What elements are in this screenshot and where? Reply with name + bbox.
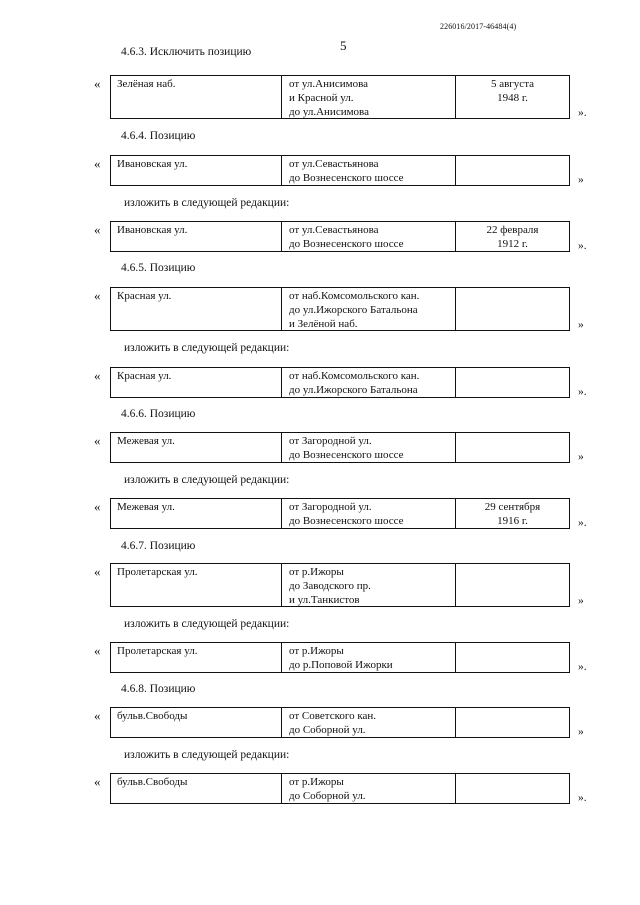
close-quote: ».	[578, 517, 587, 529]
route-line: до Вознесенского шоссе	[289, 172, 404, 184]
open-quote: «	[94, 288, 101, 303]
route-line: от наб.Комсомольского кан.	[289, 290, 420, 302]
table-block	[0, 287, 640, 331]
table-block	[0, 773, 640, 804]
date-cell	[456, 288, 569, 330]
table-row	[110, 367, 570, 398]
open-quote: «	[94, 156, 101, 171]
street-name: бульв.Свободы	[111, 708, 282, 737]
intro-text: изложить в следующей редакции:	[124, 474, 290, 486]
route-line: до Заводского пр.	[289, 580, 371, 592]
table-block	[0, 155, 640, 186]
intro-text: изложить в следующей редакции:	[124, 749, 290, 761]
close-quote: »	[578, 726, 584, 738]
route-line: до ул.Ижорского Батальона	[289, 384, 418, 396]
close-quote: ».	[578, 661, 587, 673]
route-cell	[282, 774, 456, 803]
open-quote: «	[94, 222, 101, 237]
route-cell	[282, 156, 456, 185]
date-cell	[456, 76, 569, 118]
date-cell	[456, 564, 569, 606]
date-line: 1948 г.	[497, 92, 528, 104]
table-block	[0, 367, 640, 398]
intro-text: изложить в следующей редакции:	[124, 342, 290, 354]
open-quote: «	[94, 564, 101, 579]
table-row	[110, 432, 570, 463]
date-line: 1912 г.	[497, 238, 528, 250]
street-name: Зелёная наб.	[111, 76, 282, 118]
table-row	[110, 221, 570, 252]
street-name: бульв.Свободы	[111, 774, 282, 803]
route-line: до ул.Ижорского Батальона	[289, 304, 418, 316]
route-line: от наб.Комсомольского кан.	[289, 370, 420, 382]
open-quote: «	[94, 433, 101, 448]
route-cell	[282, 643, 456, 672]
table-block	[0, 642, 640, 673]
route-line: от ул.Севастьянова	[289, 158, 379, 170]
date-cell	[456, 156, 569, 185]
table-row	[110, 563, 570, 607]
close-quote: »	[578, 174, 584, 186]
table-row	[110, 642, 570, 673]
close-quote: ».	[578, 386, 587, 398]
date-cell	[456, 708, 569, 737]
intro-text: изложить в следующей редакции:	[124, 618, 290, 630]
section-heading: 4.6.4. Позицию	[121, 130, 196, 142]
route-line: до Вознесенского шоссе	[289, 515, 404, 527]
street-name: Красная ул.	[111, 368, 282, 397]
date-line: 1916 г.	[497, 515, 528, 527]
close-quote: »	[578, 595, 584, 607]
table-row	[110, 707, 570, 738]
table-row	[110, 287, 570, 331]
date-cell	[456, 222, 569, 251]
route-line: от Советского кан.	[289, 710, 377, 722]
date-cell	[456, 368, 569, 397]
street-name: Пролетарская ул.	[111, 564, 282, 606]
table-row	[110, 75, 570, 119]
open-quote: «	[94, 499, 101, 514]
route-line: от р.Ижоры	[289, 566, 344, 578]
street-name: Ивановская ул.	[111, 156, 282, 185]
open-quote: «	[94, 774, 101, 789]
date-cell	[456, 774, 569, 803]
section-heading: 4.6.7. Позицию	[121, 540, 196, 552]
table-row	[110, 773, 570, 804]
close-quote: ».	[578, 792, 587, 804]
table-block	[0, 221, 640, 252]
route-line: до Вознесенского шоссе	[289, 238, 404, 250]
route-line: от Загородной ул.	[289, 435, 372, 447]
section-heading: 4.6.5. Позицию	[121, 262, 196, 274]
table-row	[110, 155, 570, 186]
table-block	[0, 75, 640, 119]
open-quote: «	[94, 708, 101, 723]
route-line: до Соборной ул.	[289, 724, 366, 736]
open-quote: «	[94, 368, 101, 383]
route-line: до р.Поповой Ижорки	[289, 659, 393, 671]
intro-text: изложить в следующей редакции:	[124, 197, 290, 209]
table-row	[110, 498, 570, 529]
route-cell	[282, 76, 456, 118]
date-cell	[456, 433, 569, 462]
open-quote: «	[94, 76, 101, 91]
table-block	[0, 563, 640, 607]
route-cell	[282, 499, 456, 528]
close-quote: ».	[578, 240, 587, 252]
page-number: 5	[340, 38, 347, 53]
close-quote: »	[578, 451, 584, 463]
section-heading: 4.6.3. Исключить позицию	[121, 46, 252, 58]
street-name: Межевая ул.	[111, 499, 282, 528]
route-line: и Зелёной наб.	[289, 318, 358, 330]
route-line: от р.Ижоры	[289, 645, 344, 657]
route-cell	[282, 564, 456, 606]
doc-id: 226016/2017-46484(4)	[440, 22, 517, 31]
route-line: до Соборной ул.	[289, 790, 366, 802]
street-name: Красная ул.	[111, 288, 282, 330]
route-line: до ул.Анисимова	[289, 106, 369, 118]
route-line: до Вознесенского шоссе	[289, 449, 404, 461]
table-block	[0, 498, 640, 529]
street-name: Межевая ул.	[111, 433, 282, 462]
route-cell	[282, 222, 456, 251]
date-line: 5 августа	[490, 78, 535, 90]
street-name: Пролетарская ул.	[111, 643, 282, 672]
route-line: от р.Ижоры	[289, 776, 344, 788]
route-cell	[282, 708, 456, 737]
close-quote: ».	[578, 107, 587, 119]
date-cell	[456, 499, 569, 528]
date-line: 22 февраля	[486, 224, 539, 236]
route-line: и Красной ул.	[289, 92, 354, 104]
route-cell	[282, 288, 456, 330]
route-cell	[282, 368, 456, 397]
section-heading: 4.6.8. Позицию	[121, 683, 196, 695]
date-line: 29 сентября	[484, 501, 541, 513]
route-line: от Загородной ул.	[289, 501, 372, 513]
date-cell	[456, 643, 569, 672]
section-heading: 4.6.6. Позицию	[121, 408, 196, 420]
route-line: от ул.Севастьянова	[289, 224, 379, 236]
route-line: и ул.Танкистов	[289, 594, 360, 606]
street-name: Ивановская ул.	[111, 222, 282, 251]
table-block	[0, 707, 640, 738]
route-cell	[282, 433, 456, 462]
route-line: от ул.Анисимова	[289, 78, 369, 90]
table-block	[0, 432, 640, 463]
open-quote: «	[94, 643, 101, 658]
close-quote: »	[578, 319, 584, 331]
